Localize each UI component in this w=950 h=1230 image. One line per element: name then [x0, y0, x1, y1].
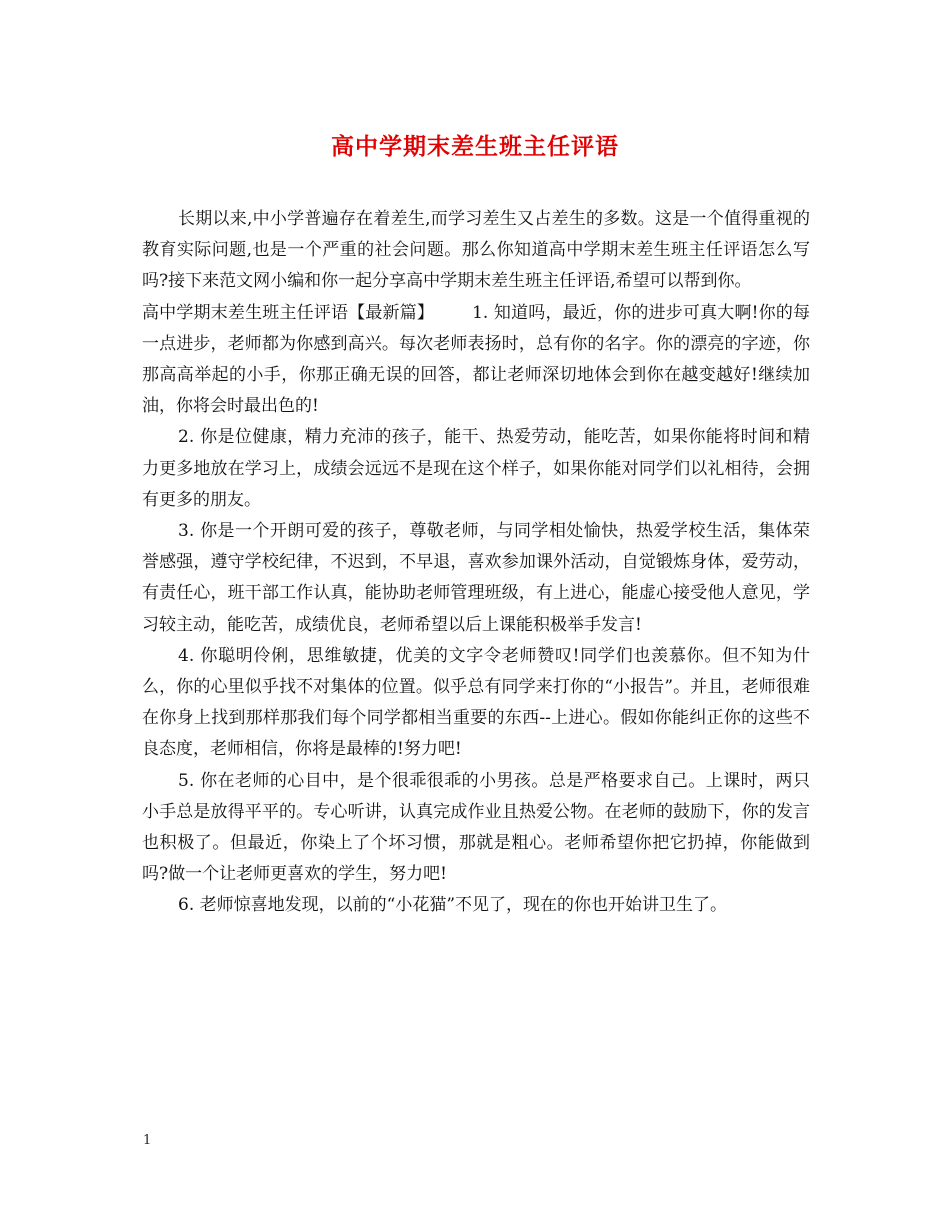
section-paragraph-1 — [142, 298, 810, 423]
list-item: 4. 你聪明伶俐，思维敏捷，优美的文字令老师赞叹!同学们也羡慕你。但不知为什么，你的心里似乎找不对集体的位置。似乎总有同学来打你的“小报告”。并且，老师很难在你身上找到那样那我们每个同学都相当重要的东西--上进心。假如你能纠正你的这些不良态度，老师相信，你将是最棒的!努力吧! — [142, 645, 810, 760]
section-label: 高中学期末差生班主任评语【最新篇】 — [142, 302, 435, 323]
list-item: 3. 你是一个开朗可爱的孩子，尊敬老师，与同学相处愉快，热爱学校生活，集体荣誉感强，遵守学校纪律，不迟到，不早退，喜欢参加课外活动，自觉锻炼身体，爱劳动，有责任心，班干部工作认真，能协助老师管理班级，有上进心，能虚心接受他人意见，学习较主动，能吃苦，成绩优良，老师希望以后上课能积极举手发言! — [142, 521, 810, 635]
page-number: 1 — [143, 1133, 152, 1148]
list-item: 5. 你在老师的心目中，是个很乖很乖的小男孩。总是严格要求自己。上课时，两只小手总是放得平平的。专心听讲，认真完成作业且热爱公物。在老师的鼓励下，你的发言也积极了。但最近，你染上了个坏习惯，那就是粗心。老师希望你把它扔掉，你能做到吗?做一个让老师更喜欢的学生，努力吧! — [142, 770, 810, 885]
document-body — [142, 204, 810, 922]
intro-paragraph: 长期以来,中小学普遍存在着差生,而学习差生又占差生的多数。这是一个值得重视的教育实际问题,也是一个严重的社会问题。那么你知道高中学期末差生班主任评语怎么写吗?接下来范文网小编和你一起分享高中学期末差生班主任评语,希望可以帮到你。 — [142, 209, 810, 292]
document-title: 高中学期末差生班主任评语 — [331, 133, 619, 160]
list-item: 6. 老师惊喜地发现，以前的“小花猫”不见了，现在的你也开始讲卫生了。 — [178, 895, 728, 916]
list-item: 2. 你是位健康，精力充沛的孩子，能干、热爱劳动，能吃苦，如果你能将时间和精力更多地放在学习上，成绩会远远不是现在这个样子，如果你能对同学们以礼相待，会拥有更多的朋友。 — [142, 427, 810, 510]
list-item: 1. 知道吗，最近，你的进步可真大啊!你的每一点进步，老师都为你感到高兴。每次老师表扬时，总有你的名字。你的漂亮的字迹，你那高高举起的小手，你那正确无误的回答，都让老师深切地体会到你在越变越好!继续加油，你将会时最出色的! — [142, 302, 810, 417]
